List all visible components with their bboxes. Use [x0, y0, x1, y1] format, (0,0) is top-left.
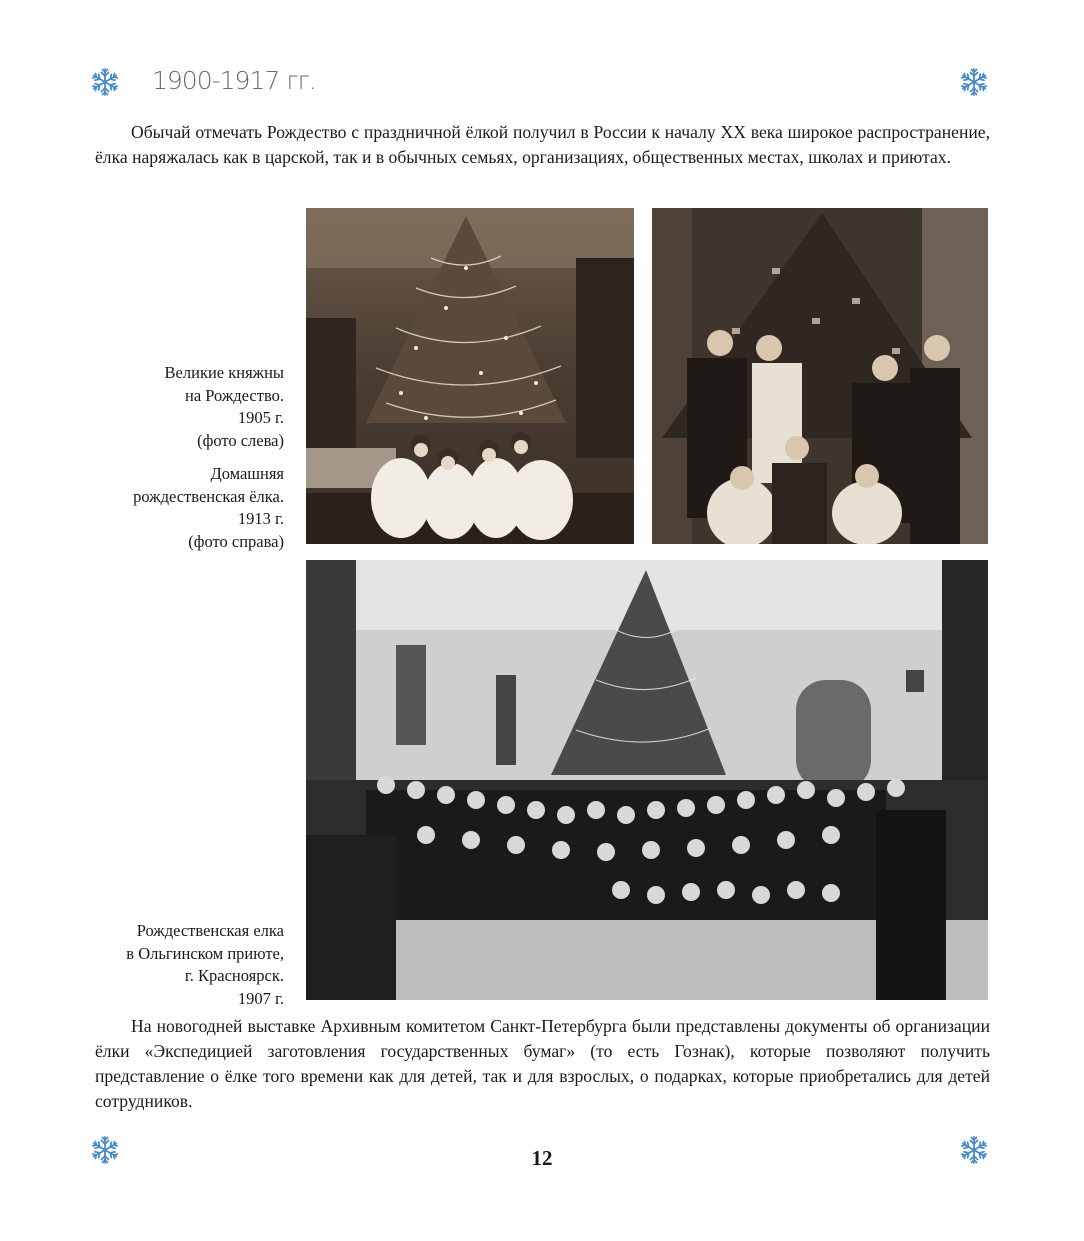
caption-line: 1905 г.: [237, 408, 284, 427]
caption-grand-duchesses: [24, 362, 284, 452]
caption-line: Домашняя: [210, 464, 284, 483]
chapter-title: 1900-1917 гг.: [152, 66, 316, 95]
caption-line: Великие княжны: [164, 363, 284, 382]
photo-grand-duchesses: [306, 208, 634, 544]
page-number: 12: [531, 1146, 553, 1170]
caption-orphanage: [24, 920, 284, 1010]
caption-line: г. Красноярск.: [184, 966, 284, 985]
photo-home-tree: [652, 208, 988, 544]
caption-line: 1913 г.: [237, 509, 284, 528]
photo-orphanage-tree: [306, 560, 988, 1000]
caption-line: (фото слева): [197, 430, 284, 450]
caption-line: Рождественская елка: [136, 921, 284, 940]
closing-paragraph: На новогодней выставке Архивным комитетом Санкт-Петербурга были представлены документы об организации ёлки «Экспедицией заготовления государственных бумаг» (то есть Гознак), которые позволяют получить представление о ёлке того времени как для детей, так и для взрослых, о подарках, которые приобретались для детей сотрудников.: [95, 1016, 990, 1111]
caption-line: на Рождество.: [185, 385, 284, 405]
caption-line: (фото справа): [188, 531, 284, 551]
caption-home-tree: [24, 463, 284, 553]
caption-line: в Ольгинском приюте,: [126, 943, 284, 963]
snowflake-icon: [959, 67, 989, 97]
caption-line: 1907 г.: [237, 988, 284, 1008]
snowflake-icon: [90, 67, 120, 97]
intro-paragraph: Обычай отмечать Рождество с праздничной ёлкой получил в России к началу XX века широкое распространение, ёлка наряжалась как в царской, так и в обычных семьях, организациях, общественных местах, школах и приютах.: [95, 122, 990, 167]
caption-line: рождественская ёлка.: [133, 486, 284, 506]
